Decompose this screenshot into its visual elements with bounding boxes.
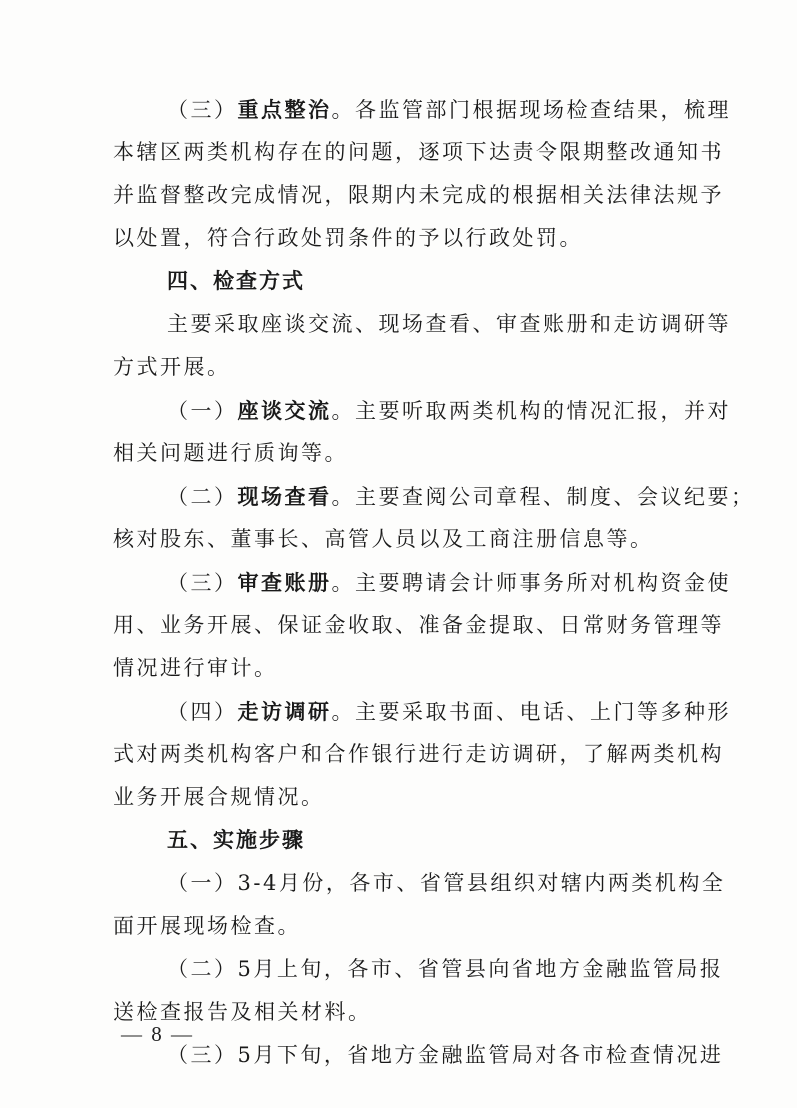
text-run: （三）5月下旬，省地方金融监管局对各市检查情况进 <box>167 1043 724 1067</box>
text-run: 。主要聘请会计师事务所对机构资金使 <box>331 571 731 595</box>
text-line <box>113 776 673 819</box>
paragraph <box>113 303 731 389</box>
paragraph <box>113 475 755 561</box>
text-run: （四） <box>167 700 238 724</box>
paragraph <box>113 690 731 819</box>
text-line <box>113 561 731 604</box>
text-run: 主要采取座谈交流、现场查看、审查账册和走访调研等 <box>167 312 731 336</box>
text-run: 情况进行审计。 <box>113 656 278 680</box>
text-line <box>113 432 673 475</box>
text-run: 并监督整改完成情况，限期内未完成的根据相关法律法规予 <box>113 183 724 207</box>
bold-term: 现场查看 <box>237 484 332 509</box>
text-run: 。各监管部门根据现场检查结果，梳理 <box>331 98 731 122</box>
text-line <box>113 88 731 131</box>
text-run: 。主要查阅公司章程、制度、会议纪要； <box>331 485 755 509</box>
paragraph <box>113 389 731 475</box>
paragraph <box>113 948 724 1034</box>
text-run: 以处置，符合行政处罚条件的予以行政处罚。 <box>113 226 583 250</box>
text-line <box>113 1034 724 1077</box>
text-run: 本辖区两类机构存在的问题，逐项下达责令限期整改通知书 <box>113 140 724 164</box>
bold-term: 走访调研 <box>237 699 332 724</box>
text-run: 相关问题进行质询等。 <box>113 441 348 465</box>
text-run: （一）3-4月份，各市、省管县组织对辖内两类机构全 <box>167 871 726 895</box>
text-line <box>113 948 724 991</box>
text-line <box>113 346 673 389</box>
text-run: （三） <box>167 98 238 122</box>
text-line <box>113 862 726 905</box>
text-line <box>113 475 755 518</box>
text-run: （三） <box>167 571 238 595</box>
text-run: 式对两类机构客户和合作银行进行走访调研，了解两类机构 <box>113 742 724 766</box>
text-line <box>113 303 731 346</box>
document-body <box>113 88 755 1077</box>
section-heading <box>113 260 673 303</box>
text-line <box>113 991 673 1034</box>
paragraph <box>113 561 731 690</box>
text-run: 面开展现场检查。 <box>113 914 301 938</box>
text-line <box>113 604 724 647</box>
text-run: 。主要听取两类机构的情况汇报，并对 <box>331 399 731 423</box>
text-line <box>113 389 731 432</box>
text-run: 。主要采取书面、电话、上门等多种形 <box>331 700 731 724</box>
text-run: 五、实施步骤 <box>167 828 305 852</box>
text-line <box>113 217 673 260</box>
bold-term: 审查账册 <box>237 570 332 595</box>
text-run: （二）5月上旬，各市、省管县向省地方金融监管局报 <box>167 957 724 981</box>
paragraph <box>113 862 726 948</box>
text-run: （一） <box>167 399 238 423</box>
bold-term: 座谈交流 <box>237 398 332 423</box>
text-line <box>113 518 673 561</box>
text-line <box>113 260 673 303</box>
text-line <box>113 174 724 217</box>
text-run: 业务开展合规情况。 <box>113 785 325 809</box>
section-heading <box>113 819 673 862</box>
text-run: 用、业务开展、保证金收取、准备金提取、日常财务管理等 <box>113 613 724 637</box>
text-line <box>113 819 673 862</box>
paragraph <box>113 88 731 260</box>
paragraph <box>113 1034 724 1077</box>
text-line <box>113 690 731 733</box>
text-run: 送检查报告及相关材料。 <box>113 1000 372 1024</box>
text-run: 核对股东、董事长、高管人员以及工商注册信息等。 <box>113 527 654 551</box>
text-run: （二） <box>167 485 238 509</box>
text-line <box>113 131 724 174</box>
page-number: — 8 — <box>121 1022 194 1046</box>
text-line <box>113 905 673 948</box>
bold-term: 重点整治 <box>237 97 332 122</box>
text-run: 四、检查方式 <box>167 269 305 293</box>
text-line <box>113 733 724 776</box>
text-line <box>113 647 673 690</box>
text-run: 方式开展。 <box>113 355 231 379</box>
